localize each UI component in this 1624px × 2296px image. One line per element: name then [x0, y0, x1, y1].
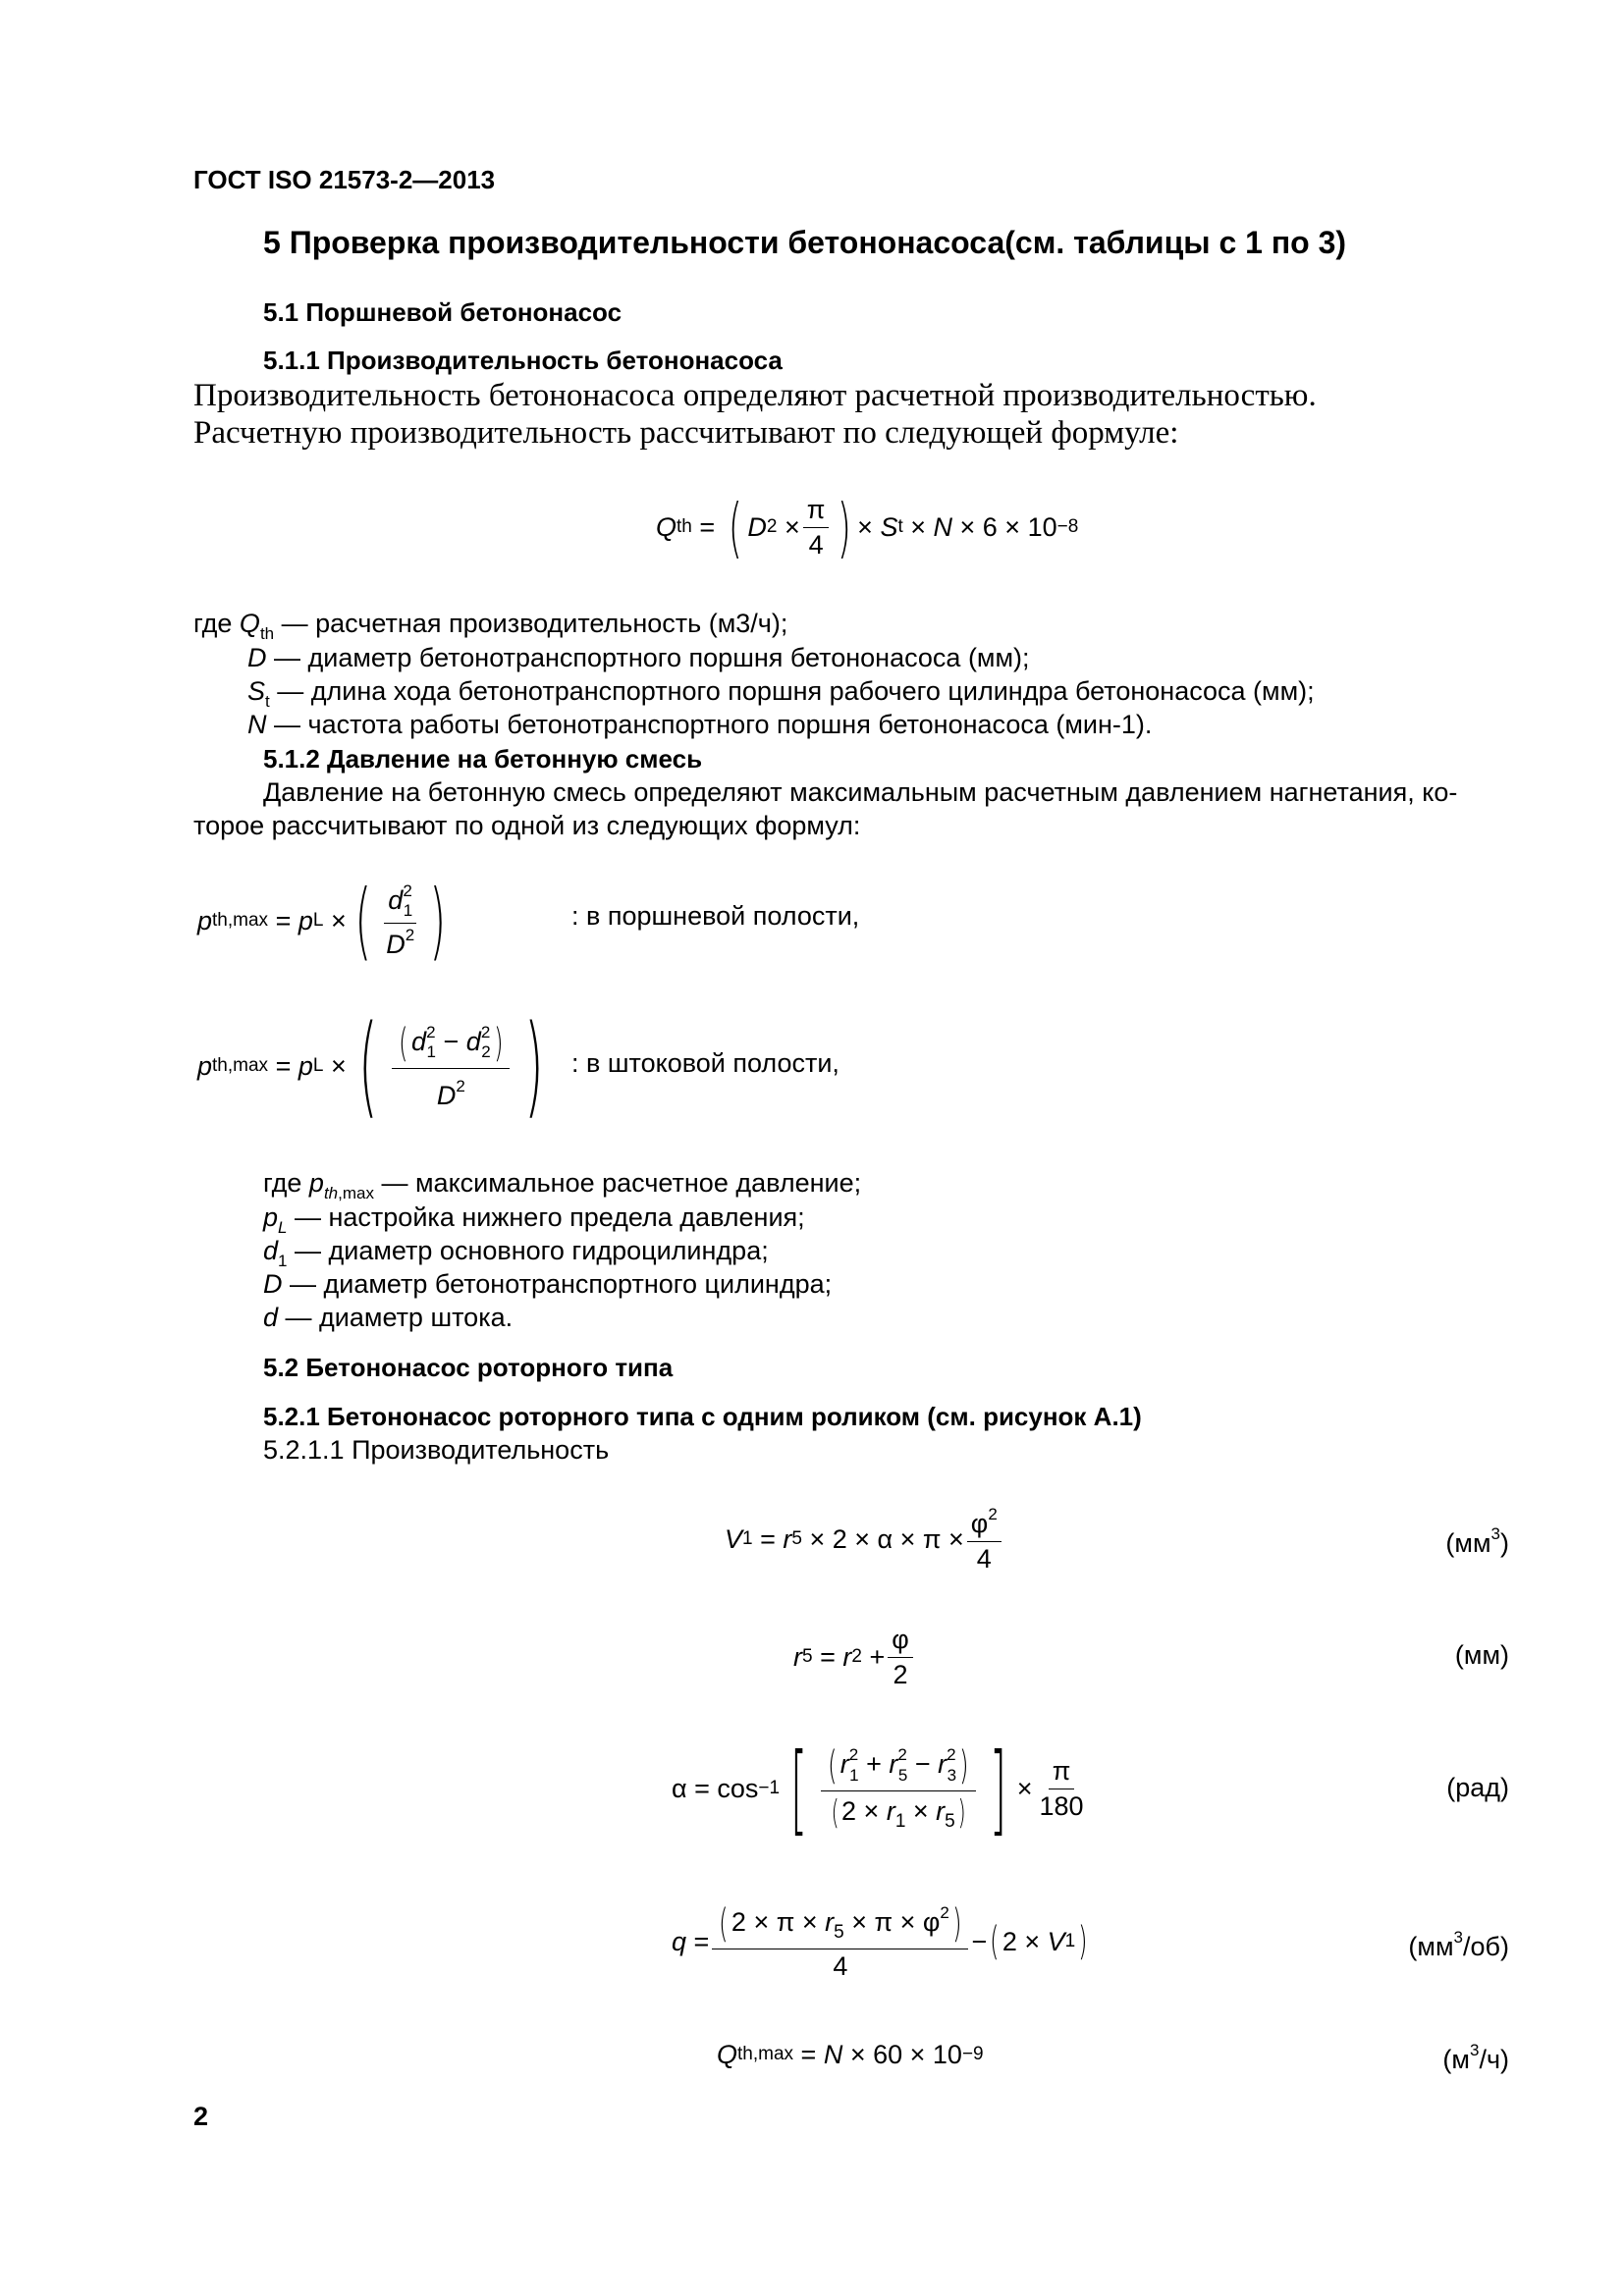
formula-p-rod: p th,max = p L × ( $\frac{( d^2_1 - d^2_2)}{D^2}$ ) — [197, 1002, 545, 1130]
definition-pl: $p_L$ — настройка нижнего предела давления; — [263, 1202, 805, 1237]
formula-note: : в штоковой полости, — [571, 1048, 839, 1078]
subsection-title: 5.2 Бетононасос роторного типа — [263, 1353, 674, 1382]
paragraph: 5.2.1.1 Производительность — [263, 1435, 610, 1465]
definition-qth: где $Q_{th}$ — расчетная производительность (м3/ч); — [193, 609, 788, 643]
unit-label: $(м^3/ч)$ — [1442, 2041, 1509, 2074]
subsubsection-title: 5.1.1 Производительность бетононасоса — [263, 346, 783, 375]
paragraph: Расчетную производительность рассчитывают по следующей формуле: — [193, 415, 1179, 451]
formula-note: : в поршневой полости, — [571, 901, 860, 931]
unit-label: $(мм^3)$ — [1445, 1524, 1509, 1558]
unit-label: $(мм^3/об)$ — [1408, 1928, 1509, 1961]
definition-d1: $d_1$ — диаметр основного гидроцилиндра; — [263, 1236, 769, 1270]
subsubsection-title: 5.1.2 Давление на бетонную смесь — [263, 744, 703, 774]
definition-rod-d: d — диаметр штока. — [263, 1303, 514, 1332]
definition-pthmax: где $p_{th,max}$ — максимальное расчетное давление; — [263, 1168, 862, 1202]
document-header: ГОСТ ISO 21573-2—2013 — [193, 165, 496, 194]
section-title: 5 Проверка производительности бетононасоса(см. таблицы с 1 по 3) — [263, 225, 1347, 260]
paragraph: торое рассчитывают по одной из следующих формул: — [193, 811, 861, 840]
definition-st: $S_t$ — длина хода бетонотранспортного поршня рабочего цилиндра бетононасоса (мм); — [247, 676, 1315, 711]
formula-p-piston: p th,max = p L × ( $\frac{d^2_1}{D^2}$ ) — [197, 872, 447, 970]
unit-label: (мм) — [1454, 1640, 1509, 1670]
paragraph: Производительность бетононасоса определяют расчетной производительностью. — [193, 378, 1317, 413]
formula-r5: r 5 = r 2 + $\frac{\varphi}{2}$ — [793, 1618, 916, 1696]
subsubsection-title: 5.2.1 Бетононасос роторного типа с одним роликом (см. рисунок А.1) — [263, 1402, 1142, 1431]
formula-alpha: α = cos −1 [ $\frac{( r^2_1 + r^2_5 - r^2_3)}{(2 \times r_1 \times r_5)}$ ] × $\frac{\pi}{180}$ — [672, 1731, 1084, 1846]
unit-label: (рад) — [1446, 1773, 1509, 1802]
page-number: 2 — [193, 2102, 209, 2131]
formula-qth: Q th = ( D 2 × $\frac{\pi}{4}$ ) × S t × N × 6 × 10 −8 — [656, 489, 1079, 565]
formula-v1: V 1 = r 5 × 2 × α × π × $\frac{\varphi^2}{4}$ — [725, 1500, 1004, 1578]
definition-cyl-d: D — диаметр бетонотранспортного цилиндра; — [263, 1269, 833, 1299]
definition-n: N — частота работы бетонотранспортного поршня бетононасоса (мин-1). — [247, 710, 1153, 739]
paragraph: Давление на бетонную смесь определяют максимальным расчетным давлением нагнетания, ко- — [263, 777, 1458, 807]
formula-qthmax: Q th,max = N × 60 × 10 −9 — [717, 2039, 984, 2069]
definition-d: D — диаметр бетонотранспортного поршня бетононасоса (мм); — [247, 643, 1030, 672]
formula-q: q = $\frac{( 2 \times \pi \times r_5 \times \pi \times \varphi^2)}{4}$ − ( 2 × V 1 ) — [672, 1901, 1088, 1981]
subsection-title: 5.1 Поршневой бетононасос — [263, 297, 623, 327]
